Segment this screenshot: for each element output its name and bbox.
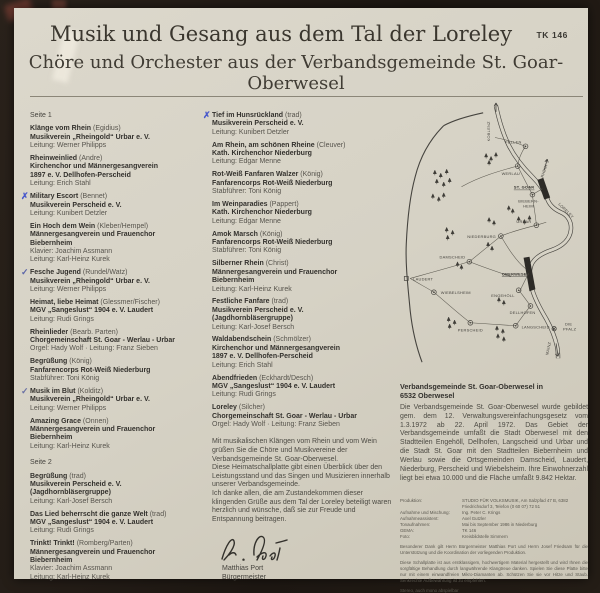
greeting-paragraph: Mit musikalischen Klängen vom Rhein und vom Wein grüßen Sie die Chöre und Musikvereine der Verbandsgemeinde St. Goar-Oberwesel. (212, 438, 377, 463)
track-entry (30, 473, 202, 507)
track-title-line (212, 112, 395, 120)
track-performer: Biebernheim (30, 557, 73, 565)
track-credit: Leitung: Erich Stahl (30, 180, 91, 188)
map-place-marker-dot (525, 146, 527, 148)
track-performer: Männergesangverein und Frauenchor (30, 426, 156, 433)
production-credits (400, 498, 588, 540)
track-composer: (Cleuver) (316, 141, 346, 149)
greeting-paragraph: Ich danke allen, die am Zustandekommen dieser klingenden Grüße aus dem Tal der Loreley beteiligt waren herzlich und wünsche, daß sie zur Freude und Entspannung beitragen. (212, 490, 392, 523)
track-title: Am Rhein, am schönen Rheine (212, 141, 315, 149)
map-place-marker-dot (518, 289, 520, 291)
tracklist-column-1 (21, 112, 202, 587)
map-place-marker-dot (536, 224, 538, 226)
map-place-label: PFALZ (563, 326, 577, 332)
track-entry (212, 171, 395, 196)
track-title-line (212, 260, 395, 268)
track-title-line (212, 336, 395, 344)
track-performer: Fanfarencorps Rot-Weiß Niederburg (212, 239, 333, 247)
tracklist-column-2 (203, 110, 395, 582)
track-performer: Musikverein Perscheid e. V. (212, 306, 304, 314)
track-performer: Biebernheim (212, 277, 255, 285)
track-title: Heimat, liebe Heimat (30, 298, 99, 306)
map-place-marker-dot (532, 194, 534, 196)
track-performer: Musikverein „Rheingold“ Urbar e. V. (30, 133, 150, 141)
track-composer: (Bennet) (80, 193, 108, 201)
track-title-line (30, 269, 202, 277)
credit-label: GEMA: (400, 528, 415, 534)
track-performer: MGV „Sangeslust“ 1904 e. V. Laudert (30, 519, 154, 527)
track-title-line (30, 329, 202, 337)
track-title: Festliche Fanfare (212, 298, 270, 306)
track-entry (30, 540, 202, 582)
track-title-line (212, 171, 395, 179)
track-title: Das Lied beherrscht die ganze Welt (30, 510, 148, 518)
region-heading-line2: 6532 Oberwesel (400, 391, 455, 400)
track-composer: (Kolditz) (77, 387, 104, 395)
track-credit: Leitung: Edgar Menne (212, 217, 281, 225)
credit-row (400, 498, 588, 510)
track-entry (212, 201, 395, 226)
track-title: Begrüßung (30, 358, 68, 366)
track-title: Klänge vom Rhein (30, 125, 92, 133)
credit-label: Foto: (400, 534, 411, 540)
side2-track-list-part1 (30, 473, 202, 583)
credit-value: Ing. Peter C. Krings (462, 510, 501, 516)
track-credit: Leitung: Werner Philipps (30, 404, 107, 412)
region-description: Die Verbandsgemeinde St. Goar-Oberwesel wurde gebildet gem. dem 12. Verwaltungsvereinfachungsgesetz vom 1.3.1972 ab 22. April 1972. Das Gebiet der Verbandsgemeinde umfaßt die Stadt Oberwesel mit den Stadtteilen Engehöll, Dellhofen, Langscheid und Urbar und die Stadt St. Goar mit den Stadtteilen Biebernheim und Werlau sowie die Ortsgemeinden Damscheid, Laudert, Niederburg, Perscheid und Wiebelsheim. Ihre Einwohnerzahl liegt bei etwa 10.000 und die Fläche umfaßt 9.842 Hektar. (400, 404, 588, 482)
track-title-line (30, 299, 202, 307)
map-roads (410, 137, 549, 325)
track-performer: Kirchenchor und Männergesangverein (30, 163, 158, 171)
map-place-marker-dot (433, 291, 435, 293)
track-composer: (Christ) (265, 260, 289, 268)
map-place-marker-dot (469, 261, 471, 263)
credit-label: Aufnahme und Mischung: (400, 510, 450, 516)
track-entry (212, 260, 395, 294)
track-title: Im Weinparadies (212, 201, 268, 209)
track-title: Rot-Weiß Fanfaren Walzer (212, 171, 299, 179)
map-place-label: RHEIN (539, 163, 549, 179)
track-performer: Fanfarencorps Rot-Weiß Niederburg (30, 366, 151, 374)
track-composer: (trad) (271, 298, 289, 306)
track-title-line (212, 298, 395, 306)
track-performer: Biebernheim (30, 434, 73, 442)
track-title: Waldabendschein (212, 336, 272, 344)
track-title-line (30, 511, 202, 519)
album-subtitle: Chöre und Orchester aus der Verbandsgemeinde St. Goar-Oberwesel (28, 52, 564, 94)
map-place-label: ENGEHÖLL (491, 293, 515, 299)
playback-note: Stereo, auch mono abspielbar (400, 587, 459, 593)
credit-value: TK 146 (462, 528, 477, 534)
signature-graphic (214, 529, 310, 565)
region-heading (400, 382, 588, 400)
credit-value: Axel Gutzler (462, 516, 486, 522)
track-title-line (30, 540, 202, 548)
map-place-label: LORELEY (557, 201, 575, 220)
track-credit: Leitung: Werner Philipps (30, 286, 107, 294)
track-entry (21, 191, 202, 218)
region-map (400, 100, 588, 376)
track-entry (203, 110, 395, 137)
track-composer: (König) (300, 171, 323, 179)
track-entry (212, 404, 395, 429)
map-place-label: WIEBELSHEIM (440, 290, 471, 296)
track-title: Silberner Rhein (212, 260, 264, 268)
track-credit: Leitung: Erich Stahl (212, 361, 273, 369)
track-title-line (30, 193, 202, 201)
track-entry (21, 385, 202, 413)
track-title: Amazing Grace (30, 417, 81, 425)
map-place-label: DIE (564, 321, 573, 327)
handwritten-mark: ✗ (21, 191, 29, 202)
track-title-line (212, 375, 395, 383)
track-composer: (trad) (149, 510, 167, 518)
track-title: Ein Hoch dem Wein (30, 222, 96, 230)
track-entry (30, 329, 202, 354)
map-place-label: WERLAU (501, 170, 520, 176)
track-composer: (trad) (285, 112, 302, 119)
track-performer: Musikverein „Rheingold“ Urbar e. V. (30, 396, 150, 404)
track-composer: (Egidius) (93, 125, 121, 133)
signatory-title: Bürgermeister (222, 573, 266, 581)
track-performer: MGV „Sangeslust“ 1904 e. V. Laudert (30, 307, 154, 315)
track-entry (212, 231, 395, 256)
track-performer: Kath. Kirchenchor Niederburg (212, 209, 312, 217)
track-composer: (Silcher) (238, 404, 265, 412)
track-performer: Chorgemeinschaft St. Goar - Werlau - Urbar (212, 412, 357, 420)
map-place-label: ST. GOAR (513, 184, 535, 190)
track-performer: Kath. Kirchenchor Niederburg (212, 150, 312, 158)
track-composer: (Romberg/Parten) (76, 540, 133, 548)
track-composer: (Kleber/Hempel) (97, 222, 149, 230)
track-title: Rheinweinlied (30, 155, 78, 163)
handwritten-mark: ✓ (21, 267, 29, 278)
credit-value: STUDIO FÜR VOLKSMUSIK, Am Salzpfad 47 B, 6382 Friedrichsdorf 3, Telefon (0 60 07) 72 51 (462, 498, 569, 510)
credit-label: Tonaufnahmen: (400, 522, 431, 528)
track-performer: Musikverein „Rheingold“ Urbar e. V. (30, 277, 150, 285)
track-credit: Leitung: Karl-Heinz Kurek (212, 285, 292, 293)
track-performer: (Jagdhornbläsergruppe) (212, 315, 293, 323)
track-title: Amok Marsch (212, 230, 258, 238)
credit-label: Produktion: (400, 498, 423, 504)
track-title-line (30, 418, 202, 426)
map-boundary-line (444, 113, 483, 126)
map-place-label: DAMSCHEID (439, 254, 466, 260)
handwritten-mark: ✗ (203, 110, 211, 120)
map-place-label: FELLEN (505, 139, 522, 145)
side1-track-list (21, 125, 202, 451)
track-composer: (Onnen) (82, 417, 109, 425)
track-title: Military Escort (30, 193, 79, 201)
track-entry (212, 375, 395, 400)
track-composer: (König) (259, 230, 283, 238)
track-performer: Männergesangverein und Frauenchor (30, 548, 156, 556)
track-performer: 1897 e. V. Dellhofen-Perscheid (30, 171, 131, 179)
track-title-line (30, 388, 202, 396)
track-composer: (Rundel/Watz) (82, 269, 128, 277)
track-title-line (212, 404, 395, 412)
map-place-label: BIEBERN- (518, 198, 539, 204)
track-composer: (trad) (69, 472, 87, 480)
map-place-marker-dot (500, 235, 502, 237)
track-entry (212, 142, 395, 167)
catalog-number: TK 146 (536, 30, 568, 40)
track-entry (30, 418, 202, 452)
credit-value: Mai bis September 1986 in Niederburg (462, 522, 538, 528)
track-entry (30, 299, 202, 324)
track-title-line (212, 231, 395, 239)
map-place-label: LAUDERT (413, 276, 434, 282)
track-credit: Leitung: Rudi Grings (30, 527, 94, 535)
track-entry (30, 511, 202, 536)
track-credit: Leitung: Werner Philipps (30, 142, 107, 150)
credit-label: Aufnahmeassistent: (400, 516, 439, 522)
map-place-marker-dot (470, 322, 472, 324)
track-credit: Leitung: Karl-Josef Bersch (30, 497, 113, 505)
track-performer: 1897 e. V. Dellhofen-Perscheid (212, 353, 313, 361)
track-performer: Biebernheim (30, 239, 73, 247)
map-town-stgoar (537, 178, 550, 200)
track-composer: (Pappert) (269, 201, 299, 209)
track-performer: Männergesangverein und Frauenchor (30, 231, 156, 239)
track-credit: Orgel: Hady Wolf · Leitung: Franz Sieben (30, 345, 158, 353)
album-back-cover (14, 8, 588, 593)
track-performer: (Jagdhornbläsergruppe) (30, 489, 111, 497)
map-place-label: URBAR (516, 219, 532, 225)
track-entry (30, 358, 202, 383)
album-title: Musik und Gesang aus dem Tal der Loreley (49, 22, 513, 46)
track-title: Begrüßung (30, 472, 68, 480)
track-entry (212, 298, 395, 332)
track-title-line (30, 125, 202, 133)
map-place-label: LANGSCHEID (521, 324, 550, 330)
map-place-label: MAINZ (544, 341, 552, 356)
track-performer: Musikverein Perscheid e. V. (30, 201, 122, 209)
track-credit: Orgel: Hady Wolf · Leitung: Franz Sieben (212, 421, 340, 428)
track-credit: Leitung: Karl-Heinz Kurek (30, 256, 110, 264)
track-credit: Leitung: Rudi Grings (30, 315, 94, 323)
track-credit: Stabführer: Toni König (212, 247, 282, 255)
region-heading-line1: Verbandsgemeinde St. Goar-Oberwesel in (400, 382, 543, 391)
track-credit: Stabführer: Toni König (30, 375, 100, 383)
track-entry (30, 155, 202, 189)
header-divider (30, 96, 583, 97)
track-entry (21, 267, 202, 294)
track-composer: (Andre) (79, 155, 103, 163)
signatory-name: Matthias Port (222, 565, 264, 573)
track-title: Tief im Hunsrückland (212, 112, 284, 119)
track-title: Musik im Blut (30, 387, 76, 395)
track-performer: Fanfarencorps Rot-Weiß Niederburg (212, 179, 333, 187)
track-title: Fesche Jugend (30, 269, 81, 277)
track-performer: MGV „Sangeslust“ 1904 e. V. Laudert (212, 382, 336, 390)
side2-track-list-part2 (203, 110, 395, 429)
track-entry (30, 223, 202, 265)
track-title: Trinkt! Trinkt! (30, 540, 75, 548)
side2-label: Seite 2 (30, 459, 52, 467)
track-entry (212, 336, 395, 370)
track-credit: Leitung: Karl-Josef Bersch (212, 323, 295, 331)
map-place-label: KOBLENZ (486, 121, 492, 142)
track-performer: Männergesangverein und Frauenchor (212, 268, 338, 276)
track-composer: (Eckhardt/Desch) (259, 374, 314, 382)
track-credit: Leitung: Kunibert Detzler (212, 128, 290, 136)
track-credit: Leitung: Kunibert Detzler (30, 209, 108, 217)
track-title: Loreley (212, 404, 237, 412)
map-place-label: PERSCHEID (457, 327, 483, 333)
track-title: Rheinlieder (30, 328, 69, 336)
track-performer: Chorgemeinschaft St. Goar - Werlau - Urbar (30, 336, 175, 344)
track-title-line (30, 223, 202, 231)
greeting-paragraph: Diese Heimatschallplatte gibt einen Überblick über den Leistungsstand und das Singen und Musizieren innerhalb unserer Verbandsgemeinde. (212, 464, 390, 489)
thanks-note: Besonderer Dank gilt Herrn Bürgermeister Matthias Port und Herrn Josef Friedsam für die Unterstützung und die Koordination der vorliegenden Produktion. (400, 544, 588, 555)
credit-row (400, 534, 588, 540)
track-credit: Leitung: Karl-Heinz Kurek (30, 442, 110, 450)
track-performer: Musikverein Perscheid e. V. (212, 120, 304, 128)
track-credit: Leitung: Rudi Grings (212, 391, 276, 399)
greeting-text (212, 438, 395, 524)
track-composer: (König) (69, 358, 92, 366)
track-composer: (Glessmer/Fischer) (100, 298, 160, 306)
track-title-line (212, 201, 395, 209)
track-performer: Kirchenchor und Männergesangverein (212, 344, 340, 352)
track-title: Abendfrieden (212, 374, 258, 382)
map-place-label: OBERWESEL (501, 271, 530, 277)
track-entry (30, 125, 202, 150)
track-title-line (30, 358, 202, 366)
track-composer: (Bearb. Parten) (70, 328, 118, 336)
map-place-label: DELLHOFEN (509, 309, 536, 315)
care-note: Diese Schallplatte ist aus erstklassigem, hochwertigem Material hergestellt und wird Ihnen die sorgfältige Behandlung durch langwährende Klangtreue danken. Spielen Sie diese Platte bitte nur mit einem einwandfreien Mikro-Diamanten ab. Schützen Sie sie vor Hitze und Staub. Senkrechte Aufbewahrung ist zu empfehlen. (400, 559, 588, 583)
track-credit: Klavier: Joachim Assmann (30, 247, 113, 255)
handwritten-mark: ✓ (21, 385, 29, 396)
info-column (400, 100, 588, 593)
track-performer: Musikverein Perscheid e. V. (30, 480, 122, 488)
map-boundary-line (406, 126, 444, 363)
track-title-line (30, 155, 202, 163)
track-title-line (30, 473, 202, 481)
map-place-label: HEIM (523, 203, 534, 209)
track-composer: (Schmölzer) (273, 336, 311, 344)
map-place-marker-dot (517, 165, 519, 167)
map-place-marker-dot (515, 325, 517, 327)
map-place-label: NIEDERBURG (467, 234, 496, 239)
track-title-line (212, 142, 395, 150)
map-place-marker-dot (530, 305, 532, 307)
credit-value: Kreisbildstelle Simmern (462, 534, 508, 540)
side1-label: Seite 1 (30, 112, 52, 119)
track-credit: Klavier: Joachim Assmann (30, 565, 113, 573)
track-credit: Leitung: Karl-Heinz Kurek (30, 573, 110, 581)
track-credit: Leitung: Edgar Menne (212, 158, 281, 166)
track-credit: Stabführer: Toni König (212, 188, 282, 196)
